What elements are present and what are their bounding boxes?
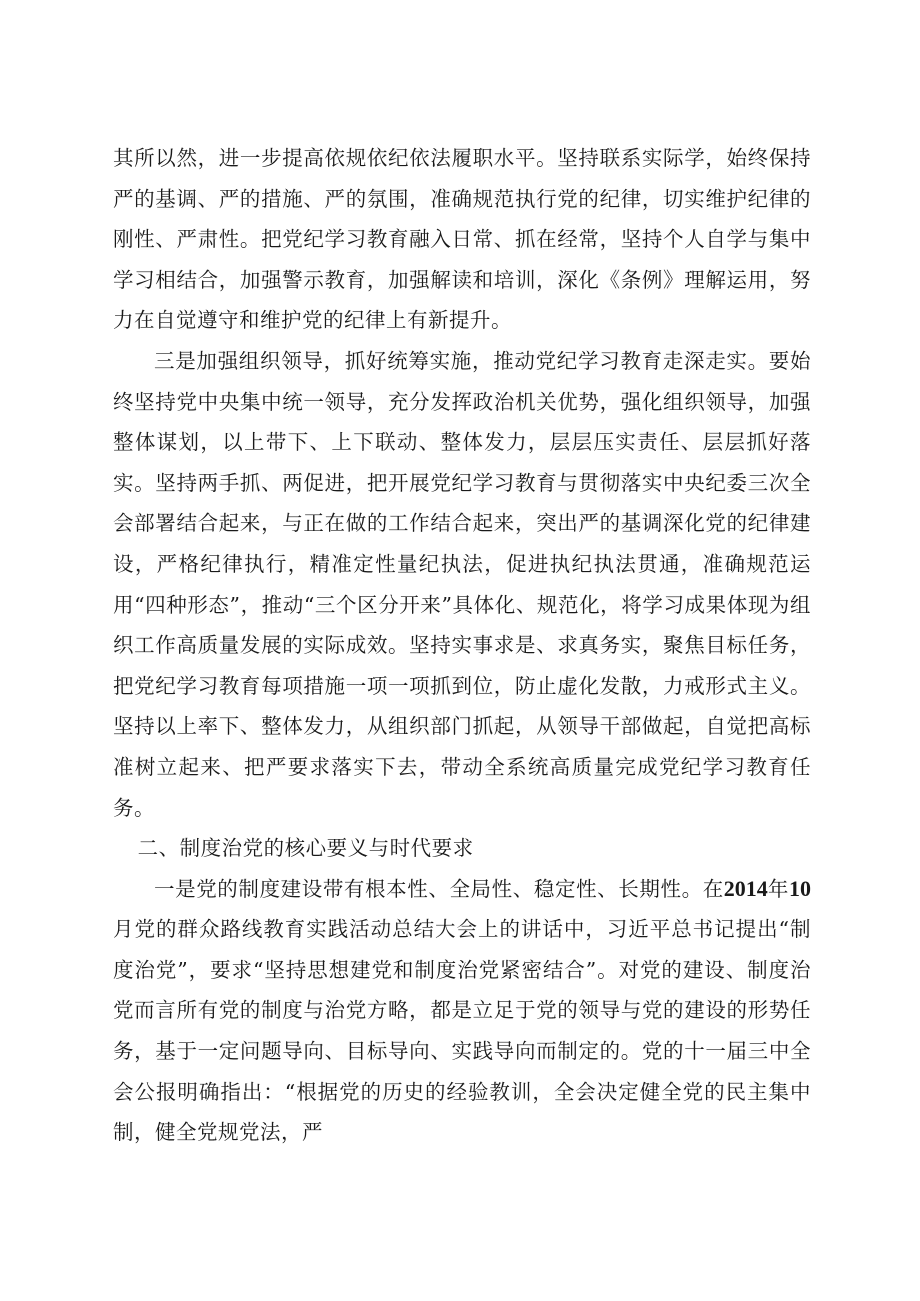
paragraph-1: 其所以然，进一步提高依规依纪依法履职水平。坚持联系实际学，始终保持严的基调、严的措施、严的氛围，准确规范执行党的纪律，切实维护纪律的刚性、严肃性。把党纪学习教育融入日常、抓在经常，坚持个人自学与集中学习相结合，加强警示教育，加强解读和培训，深化《条例》理解运用，努力在自觉遵守和维护党的纪律上有新提升。 xyxy=(113,146,811,333)
document-body xyxy=(113,138,811,1153)
paragraph-3-part-c: 月党的群众路线教育实践活动总结大会上的讲话中，习近平总书记提出“制度治党”，要求“坚持思想建党和制度治党紧密结合”。对党的建设、制度治党而言所有党的制度与治党方略，都是立足于党的领导与党的建设的形势任务，基于一定问题导向、目标导向、实践导向而制定的。党的十一届三中全会公报明确指出：“根据党的历史的经验教训，全会决定健全党的民主集中制，健全党规党法，严 xyxy=(113,917,811,1145)
paragraph-3-part-b: 年 xyxy=(767,876,790,901)
month-number: 10 xyxy=(789,875,812,901)
paragraph-3-part-a: 一是党的制度建设带有根本性、全局性、稳定性、长期性。在 xyxy=(154,876,724,901)
paragraph-3 xyxy=(113,869,811,1153)
section-heading: 二、制度治党的核心要义与时代要求 xyxy=(137,836,474,861)
paragraph-2: 三是加强组织领导，抓好统筹实施，推动党纪学习教育走深走实。要始终坚持党中央集中统一领导，充分发挥政治机关优势，强化组织领导，加强整体谋划，以上带下、上下联动、整体发力，层层压实责任、层层抓好落实。坚持两手抓、两促进，把开展党纪学习教育与贯彻落实中央纪委三次全会部署结合起来，与正在做的工作结合起来，突出严的基调深化党的纪律建设，严格纪律执行，精准定性量纪执法，促进执纪执法贯通，准确规范运用“四种形态”，推动“三个区分开来”具体化、规范化，将学习成果体现为组织工作高质量发展的实际成效。坚持实事求是、求真务实，聚焦目标任务，把党纪学习教育每项措施一项一项抓到位，防止虚化发散，力戒形式主义。坚持以上率下、整体发力，从组织部门抓起，从领导干部做起，自觉把高标准树立起来、把严要求落实下去，带动全系统高质量完成党纪学习教育任务。 xyxy=(113,348,811,820)
year-number: 2014 xyxy=(723,875,768,901)
